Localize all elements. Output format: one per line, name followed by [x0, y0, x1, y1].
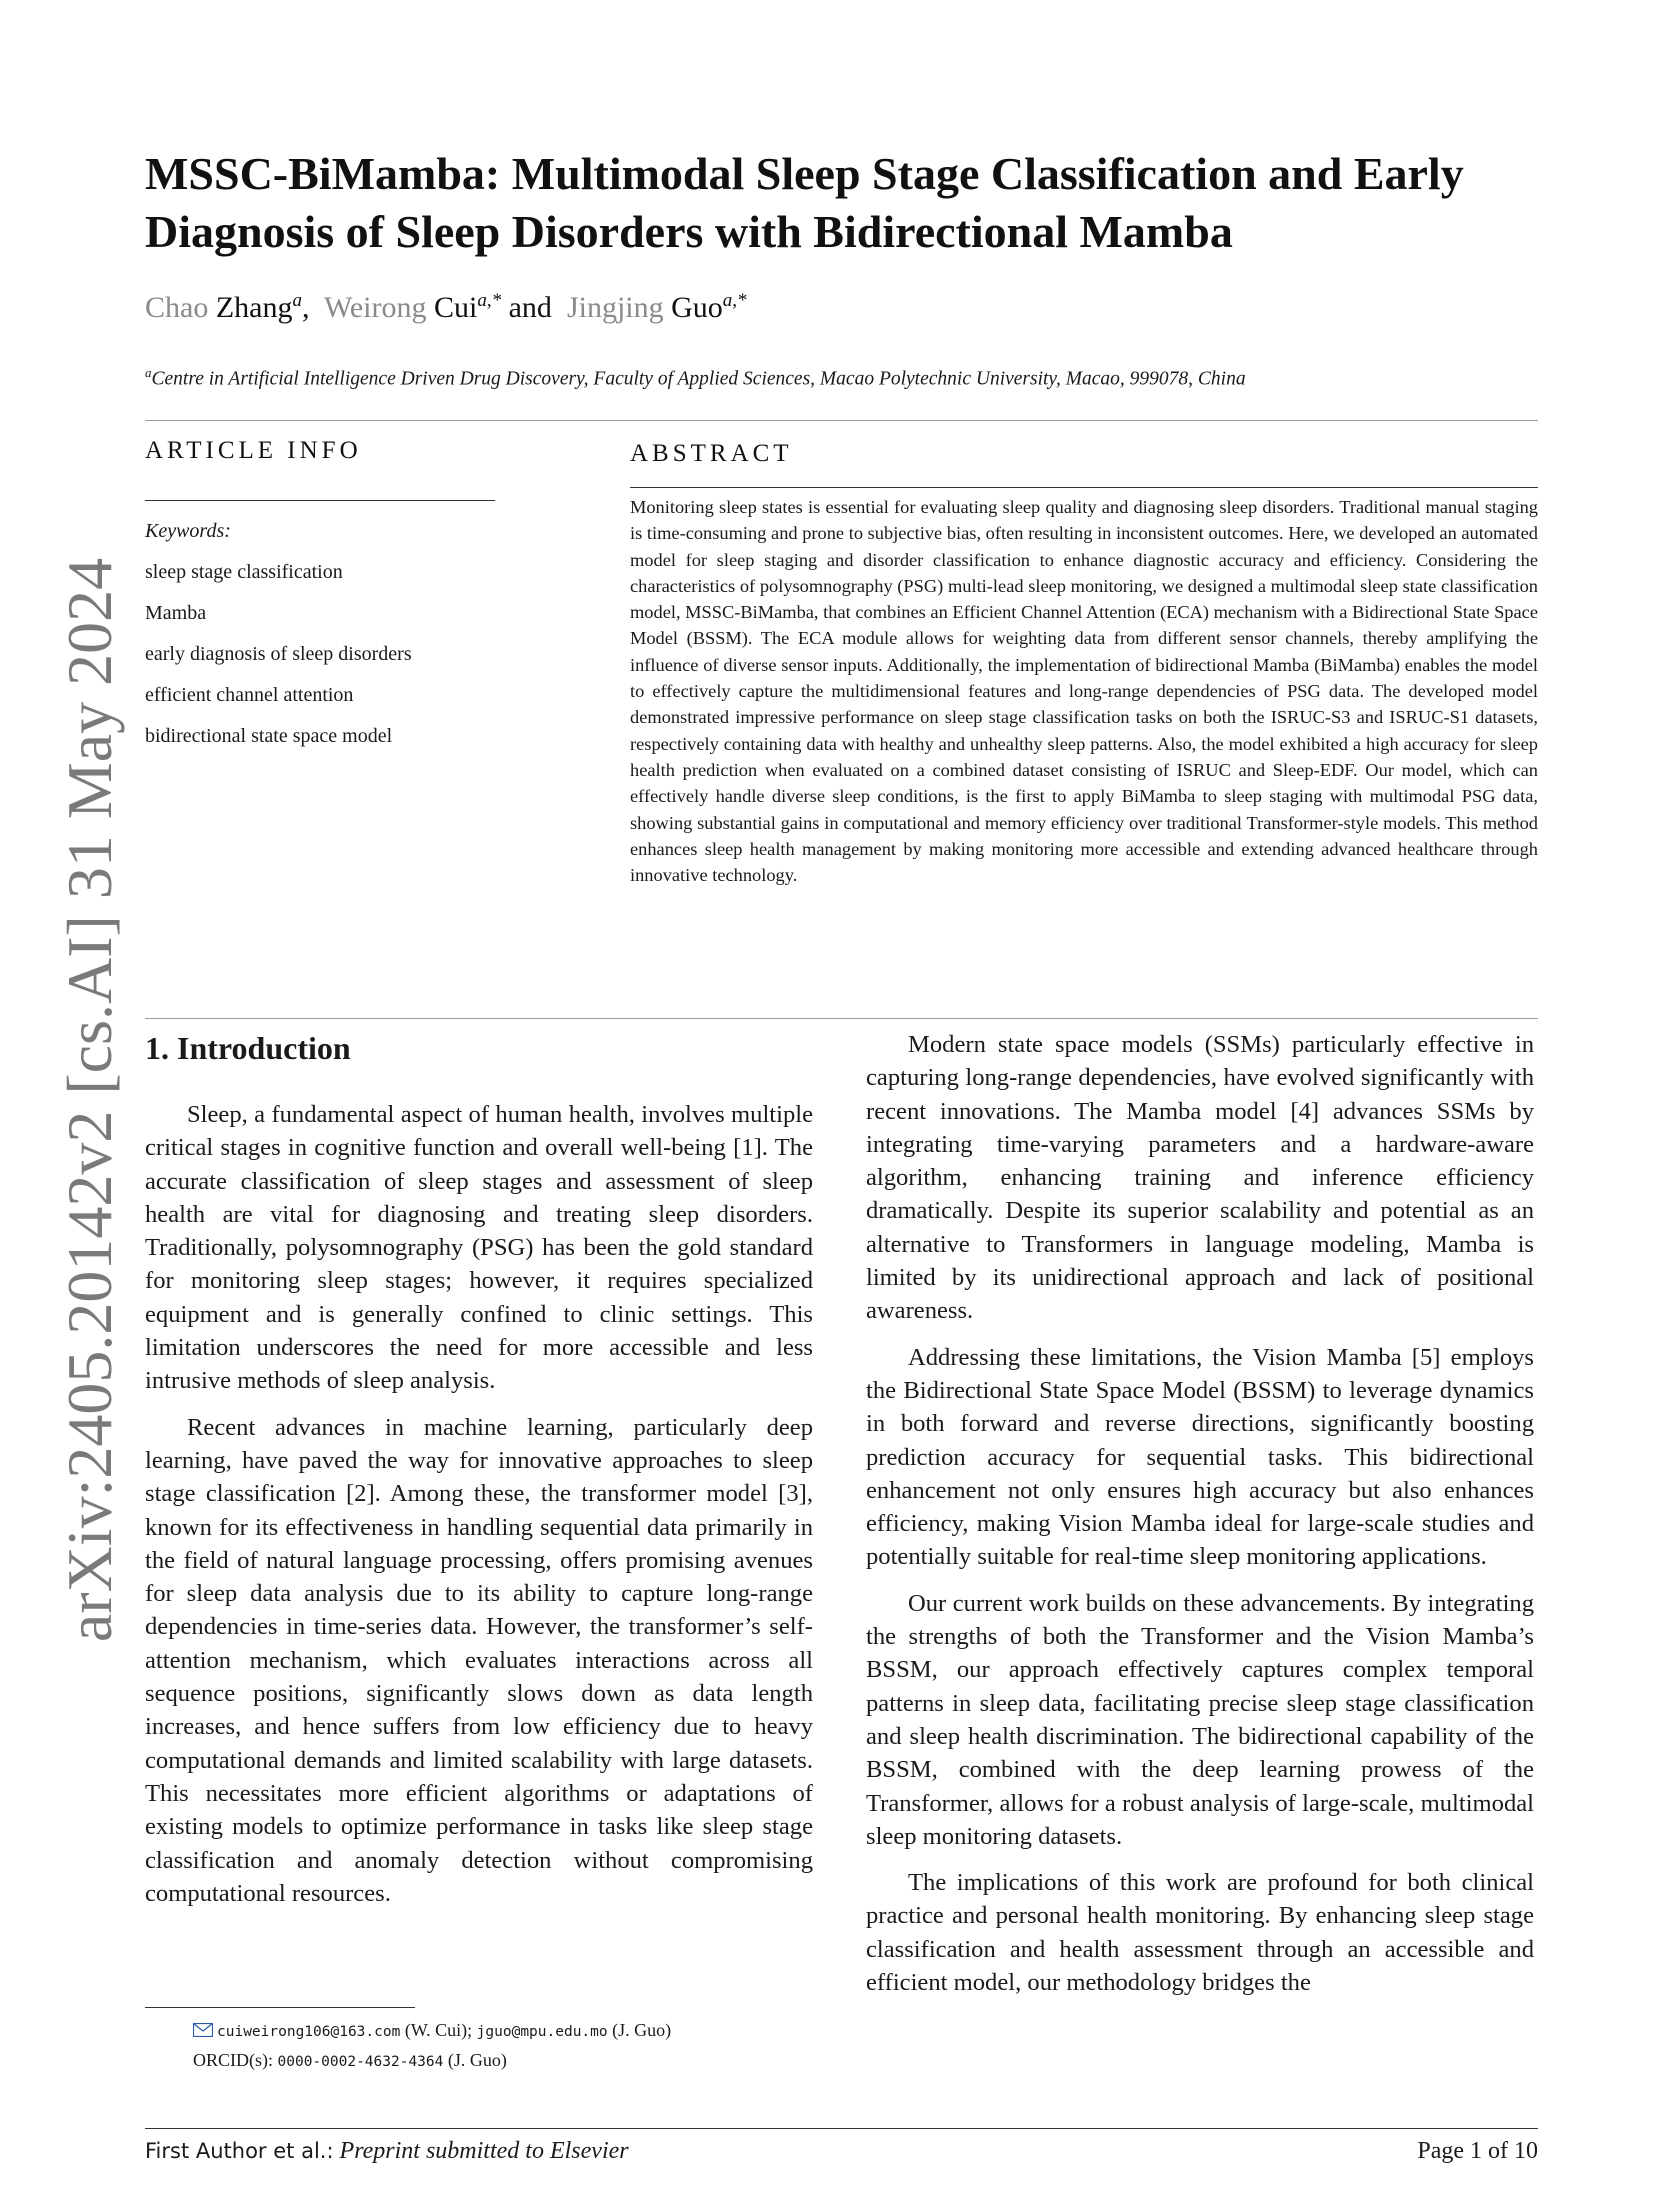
author-first-name: Chao — [145, 291, 209, 324]
footnote-orcid-line — [193, 2046, 671, 2076]
body-paragraph: The implications of this work are profound for both clinical practice and personal health monitoring. By enhancing sleep stage classification and health assessment through an accessible and efficient model, our methodology bridges the — [866, 1869, 1534, 1997]
footnote — [193, 2016, 671, 2076]
footer-running-head — [145, 2138, 629, 2165]
body-paragraph: Our current work builds on these advancements. By integrating the strengths of both the Transformer and the Vision Mamba’s BSSM, our approach effectively captures complex temporal patterns in sleep data, facilitating precise sleep stage classification and sleep health discrimination. The bidirectional capability of the BSSM, combined with the deep learning prowess of the Transformer, allows for a robust analysis of large-scale, multimodal sleep monitoring datasets. — [866, 1589, 1534, 1850]
keyword-item: bidirectional state space model — [145, 725, 393, 747]
author-separator: and — [508, 291, 552, 324]
author-first-name: Jingjing — [566, 291, 664, 324]
left-column — [145, 1098, 813, 1923]
abstract-body: Monitoring sleep states is essential for evaluating sleep quality and diagnosing sleep disorders. Traditional manual staging is time-consuming and prone to subjective bias, often resulting in inconsistent outcomes. Here, we developed an automated model for sleep staging and disorder classification to enhance diagnostic accuracy and efficiency. Considering the characteristics of polysomnography (PSG) multi-lead sleep monitoring, we designed a multimodal sleep state classification model, MSSC-BiMamba, that combines an Efficient Channel Attention (ECA) mechanism with a Bidirectional State Space Model (BSSM). The ECA module allows for weighting data from different sensor channels, thereby amplifying the influence of diverse sensor inputs. Additionally, the implementation of bidirectional Mamba (BiMamba) enables the model to effectively capture the multidimensional features and long-range dependencies of PSG data. The developed model demonstrated impressive performance on sleep stage classification tasks on both the ISRUC-S3 and ISRUC-S1 datasets, respectively containing data with healthy and unhealthy sleep patterns. Also, the model exhibited a high accuracy for sleep health prediction when evaluated on a combined dataset consisting of ISRUC and Sleep-EDF. Our model, which can effectively handle diverse sleep conditions, is the first to apply BiMamba to sleep staging with multimodal PSG data, showing substantial gains in computational and memory efficiency over traditional Transformer-style models. This method enhances sleep health management by making monitoring more accessible and extending advanced healthcare through innovative technology. — [630, 497, 1538, 886]
orcid-link[interactable]: 0000-0002-4632-4364 — [277, 2054, 444, 2070]
right-column — [866, 1028, 1534, 2012]
arxiv-side-stamp: arXiv:2405.20142v2 [cs.AI] 31 May 2024 — [54, 557, 125, 1643]
paper-title: MSSC-BiMamba: Multimodal Sleep Stage Classification and Early Diagnosis of Sleep Disorders with Bidirectional Mamba — [145, 148, 1464, 257]
abstract-bottom-divider — [145, 1018, 1538, 1019]
body-paragraph: Recent advances in machine learning, particularly deep learning, have paved the way for innovative approaches to sleep stage classification [2]. Among these, the transformer model [3], known for its effectiveness in handling sequential data primarily in the field of natural language processing, offers promising avenues for sleep data analysis due to its ability to capture long-range dependencies in time-series data. However, the transformer’s self-attention mechanism, which evaluates interactions across all sequence positions, significantly slows down as data length increases, and hence suffers from low efficiency due to heavy computational demands and limited scalability with large datasets. This necessitates more efficient algorithms or adaptations of existing models to optimize performance in tasks like sleep stage classification and anomaly detection without compromising computational resources. — [145, 1413, 813, 1907]
footer-author: First Author et al.: — [145, 2139, 334, 2163]
page-number: Page 1 of 10 — [1417, 2138, 1538, 2164]
author-affil-marker: a,* — [477, 290, 502, 311]
keyword-item: sleep stage classification — [145, 561, 343, 583]
author-last-name: Guo — [671, 291, 723, 324]
keyword-item: efficient channel attention — [145, 684, 354, 706]
author-last-name: Cui — [434, 291, 478, 324]
keywords-label: Keywords: — [145, 520, 231, 542]
header-divider — [145, 420, 1538, 421]
author-affil-marker: a,* — [722, 290, 747, 311]
footer-divider — [145, 2128, 1538, 2129]
abstract-heading: ABSTRACT — [630, 440, 793, 467]
section-heading-introduction: 1. Introduction — [145, 1030, 351, 1066]
email-link-guo[interactable]: jguo@mpu.edu.mo — [476, 2024, 608, 2040]
author-separator: , — [301, 291, 310, 324]
envelope-icon — [193, 2023, 213, 2037]
author-affil-marker: a — [292, 290, 302, 311]
email-link-cui[interactable]: cuiweirong106@163.com — [217, 2024, 401, 2040]
keyword-item: Mamba — [145, 602, 207, 624]
affiliation-text: Centre in Artificial Intelligence Driven Drug Discovery, Faculty of Applied Sciences, Macao Polytechnic University, Macao, 999078, China — [151, 368, 1246, 390]
footer-journal: Preprint submitted to Elsevier — [339, 2138, 629, 2164]
orcid-label: ORCID(s): — [193, 2050, 273, 2070]
article-info-divider — [145, 500, 495, 501]
affiliation-marker: a — [145, 365, 152, 380]
keyword-item: early diagnosis of sleep disorders — [145, 643, 412, 665]
email-owner-guo: (J. Guo) — [612, 2020, 672, 2040]
footnote-email-line — [193, 2016, 671, 2046]
footnote-divider — [145, 2007, 415, 2008]
body-paragraph: Modern state space models (SSMs) particularly effective in capturing long-range dependencies, have evolved significantly with recent innovations. The Mamba model [4] advances SSMs by integrating time-varying parameters and a hardware-aware algorithm, enhancing training and inference efficiency dramatically. Despite its superior scalability and potential as an alternative to Transformers in language modeling, Mamba is limited by its unidirectional approach and lack of positional awareness. — [866, 1031, 1534, 1325]
email-owner-cui: (W. Cui); — [404, 2020, 473, 2040]
article-info-heading: ARTICLE INFO — [145, 437, 362, 464]
body-paragraph: Sleep, a fundamental aspect of human health, involves multiple critical stages in cognitive function and overall well-being [1]. The accurate classification of sleep stages and assessment of sleep health are vital for diagnosing and treating sleep disorders. Traditionally, polysomnography (PSG) has been the gold standard for monitoring sleep stages; however, it requires specialized equipment and is generally confined to clinic settings. This limitation underscores the need for more accessible and less intrusive methods of sleep analysis. — [145, 1101, 813, 1395]
author-list — [145, 290, 747, 325]
body-paragraph: Addressing these limitations, the Vision Mamba [5] employs the Bidirectional State Space Model (BSSM) to leverage dynamics in both forward and reverse directions, significantly boosting prediction accuracy for sequential tasks. This bidirectional enhancement not only ensures high accuracy but also enhances efficiency, making Vision Mamba ideal for large-scale studies and potentially suitable for real-time sleep monitoring applications. — [866, 1343, 1534, 1571]
abstract-divider — [630, 487, 1538, 488]
orcid-owner: (J. Guo) — [447, 2050, 507, 2070]
author-last-name: Zhang — [215, 291, 293, 324]
affiliation — [145, 365, 1246, 391]
author-first-name: Weirong — [323, 291, 427, 324]
